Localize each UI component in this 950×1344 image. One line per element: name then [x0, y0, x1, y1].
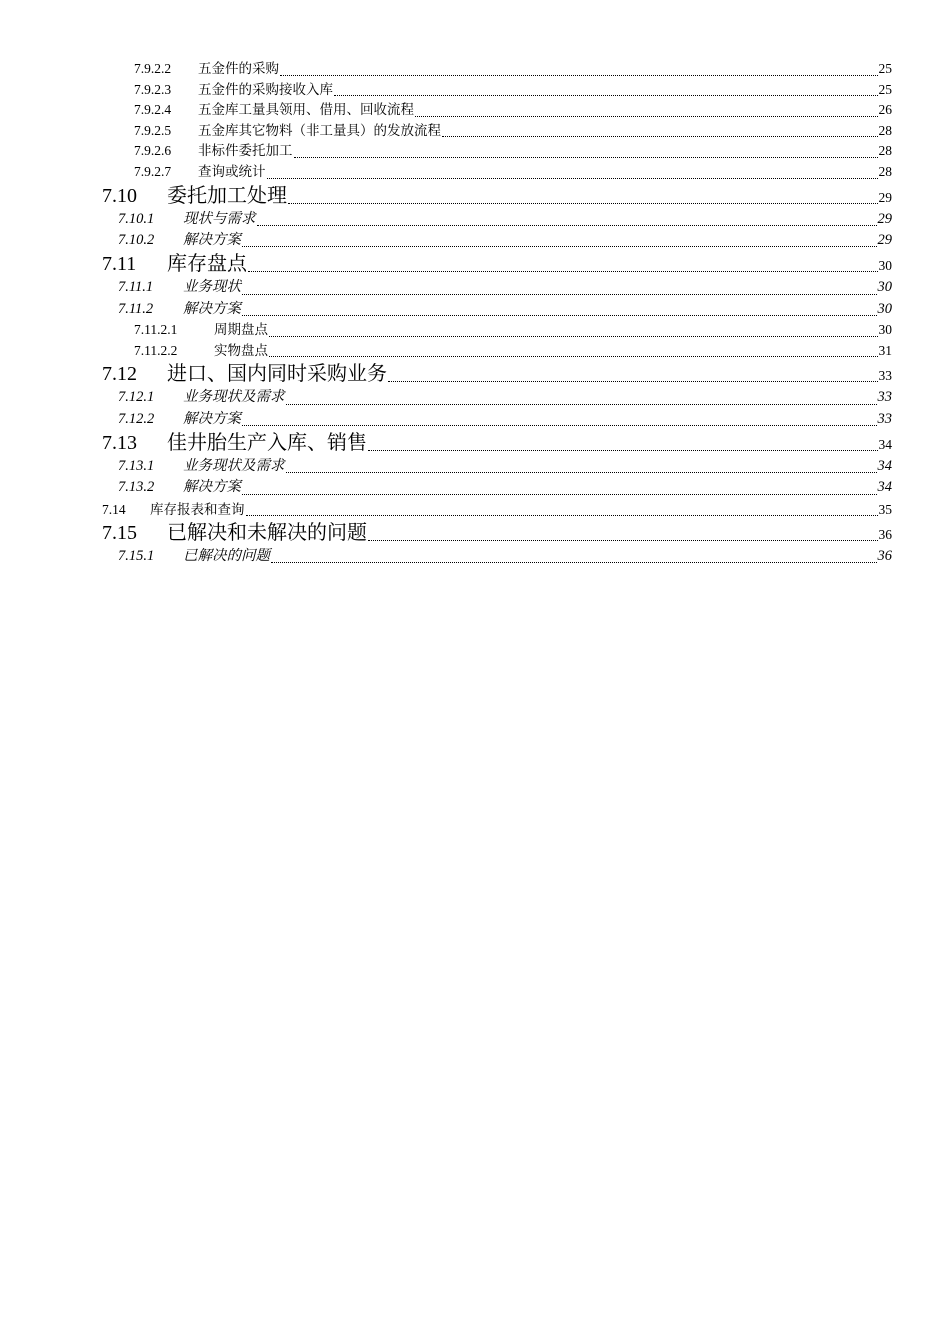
- toc-entry[interactable]: [118, 477, 892, 498]
- toc-entry-page-number: 36: [878, 526, 892, 542]
- toc-entry-page-number: 33: [877, 410, 892, 427]
- toc-entry-title: 五金件的采购接收入库: [198, 81, 333, 97]
- toc-dot-leader: [442, 136, 878, 137]
- toc-entry-page-number: 36: [877, 547, 892, 564]
- toc-dot-leader: [242, 315, 877, 316]
- toc-dot-leader: [415, 116, 878, 117]
- toc-entry-title: 已解决和未解决的问题: [167, 521, 367, 544]
- toc-entry-page-number: 25: [878, 81, 892, 97]
- toc-entry-page-number: 33: [877, 389, 892, 406]
- toc-entry-title: 业务现状及需求: [183, 389, 285, 406]
- toc-entry[interactable]: [134, 100, 892, 121]
- toc-entry-page-number: 34: [877, 479, 892, 496]
- toc-entry-number: 7.13: [102, 432, 137, 455]
- toc-entry[interactable]: [118, 456, 892, 477]
- toc-entry-number: 7.9.2.2: [134, 61, 172, 76]
- toc-entry-number: 7.13.1: [118, 458, 155, 475]
- toc-entry[interactable]: [102, 431, 892, 456]
- toc-entry-title: 查询或统计: [198, 163, 266, 179]
- toc-entry-title: 业务现状: [183, 279, 241, 296]
- toc-dot-leader: [242, 294, 877, 295]
- toc-entry-number: 7.12: [102, 363, 137, 386]
- toc-entry-number: 7.12.1: [118, 389, 155, 406]
- toc-entry-page-number: 31: [878, 342, 892, 358]
- toc-entry[interactable]: [134, 341, 892, 362]
- toc-entry-title: 解决方案: [183, 479, 241, 496]
- toc-entry-number: 7.11.2.1: [134, 322, 178, 338]
- toc-dot-leader: [269, 336, 878, 337]
- toc-entry[interactable]: [118, 409, 892, 430]
- toc-entry[interactable]: [118, 387, 892, 408]
- toc-dot-leader: [294, 157, 878, 158]
- toc-entry-number: 7.15.1: [118, 547, 155, 564]
- toc-entry-number: 7.10.2: [118, 231, 155, 248]
- toc-entry[interactable]: [118, 299, 892, 320]
- toc-entry-title: 现状与需求: [183, 210, 256, 227]
- toc-dot-leader: [368, 450, 878, 451]
- toc-entry-title: 库存盘点: [167, 253, 247, 276]
- toc-dot-leader: [288, 203, 878, 204]
- toc-entry[interactable]: [102, 521, 892, 546]
- toc-dot-leader: [388, 381, 878, 382]
- toc-entry[interactable]: [118, 277, 892, 298]
- toc-dot-leader: [286, 404, 877, 405]
- toc-entry-number: 7.10: [102, 184, 137, 207]
- toc-entry-title: 库存报表和查询: [150, 501, 245, 517]
- toc-entry-title: 周期盘点: [214, 322, 268, 338]
- toc-dot-leader: [271, 562, 877, 563]
- toc-entry-page-number: 30: [877, 279, 892, 296]
- toc-entry-number: 7.14: [102, 501, 126, 517]
- toc-dot-leader: [368, 540, 878, 541]
- toc-entry[interactable]: [118, 209, 892, 230]
- toc-entry-page-number: 26: [878, 102, 892, 118]
- toc-entry-title: 佳井胎生产入库、销售: [167, 432, 367, 455]
- toc-entry-page-number: 34: [877, 458, 892, 475]
- toc-entry-number: 7.11.2.2: [134, 342, 178, 358]
- toc-entry-title: 委托加工处理: [167, 184, 287, 207]
- toc-entry-page-number: 30: [878, 258, 892, 274]
- toc-dot-leader: [257, 225, 877, 226]
- toc-entry-title: 已解决的问题: [183, 547, 270, 564]
- toc-entry[interactable]: [118, 230, 892, 251]
- toc-entry-page-number: 30: [877, 300, 892, 317]
- toc-dot-leader: [280, 75, 878, 76]
- toc-entry[interactable]: [134, 141, 892, 162]
- toc-entry-page-number: 29: [877, 231, 892, 248]
- toc-entry-title: 非标件委托加工: [198, 143, 293, 159]
- toc-entry-title: 解决方案: [183, 231, 241, 248]
- toc-entry-number: 7.9.2.4: [134, 102, 172, 118]
- toc-entry-number: 7.11: [102, 253, 137, 276]
- toc-dot-leader: [267, 178, 878, 179]
- toc-entry-number: 7.11.2: [118, 300, 154, 317]
- toc-entry-title: 实物盘点: [214, 342, 268, 358]
- toc-entry[interactable]: [102, 184, 892, 209]
- toc-entry-number: 7.9.2.6: [134, 143, 172, 159]
- toc-entry-number: 7.9.2.7: [134, 163, 172, 179]
- toc-entry-title: 五金库其它物料（非工量具）的发放流程: [198, 122, 441, 138]
- toc-entry[interactable]: [102, 252, 892, 277]
- toc-entry-number: 7.15: [102, 521, 137, 544]
- toc-entry[interactable]: [102, 362, 892, 387]
- toc-entry[interactable]: [134, 80, 892, 101]
- toc-entry-title: 业务现状及需求: [183, 458, 285, 475]
- toc-entry-page-number: 29: [877, 210, 892, 227]
- toc-entry-number: 7.9.2.3: [134, 81, 172, 97]
- toc-entry-page-number: 28: [878, 163, 892, 179]
- toc-dot-leader: [242, 246, 877, 247]
- toc-entry-page-number: 25: [878, 61, 892, 76]
- toc-entry-page-number: 30: [878, 322, 892, 338]
- toc-entry-title: 进口、国内同时采购业务: [167, 363, 387, 386]
- toc-entry-page-number: 33: [878, 368, 892, 384]
- toc-dot-leader: [242, 494, 877, 495]
- toc-entry-title: 五金库工量具领用、借用、回收流程: [198, 102, 414, 118]
- toc-entry-page-number: 28: [878, 143, 892, 159]
- toc-entry[interactable]: [118, 546, 892, 567]
- toc-entry[interactable]: [134, 121, 892, 142]
- toc-dot-leader: [286, 472, 877, 473]
- toc-dot-leader: [246, 515, 878, 516]
- toc-entry-title: 五金件的采购: [198, 61, 279, 76]
- table-of-contents: [0, 59, 950, 567]
- toc-dot-leader: [334, 95, 878, 96]
- toc-entry-number: 7.12.2: [118, 410, 155, 427]
- toc-entry-number: 7.11.1: [118, 279, 154, 296]
- toc-entry-title: 解决方案: [183, 300, 241, 317]
- toc-entry-page-number: 34: [878, 437, 892, 453]
- toc-entry[interactable]: [134, 162, 892, 183]
- toc-entry[interactable]: [134, 320, 892, 341]
- toc-entry-page-number: 29: [878, 189, 892, 205]
- toc-dot-leader: [242, 425, 877, 426]
- toc-entry[interactable]: [102, 499, 892, 520]
- toc-entry-page-number: 28: [878, 122, 892, 138]
- toc-dot-leader: [269, 356, 878, 357]
- toc-dot-leader: [248, 271, 878, 272]
- toc-entry[interactable]: [134, 59, 892, 80]
- toc-entry-title: 解决方案: [183, 410, 241, 427]
- toc-entry-number: 7.10.1: [118, 210, 155, 227]
- toc-entry-page-number: 35: [878, 501, 892, 517]
- toc-entry-number: 7.9.2.5: [134, 122, 172, 138]
- toc-entry-number: 7.13.2: [118, 479, 155, 496]
